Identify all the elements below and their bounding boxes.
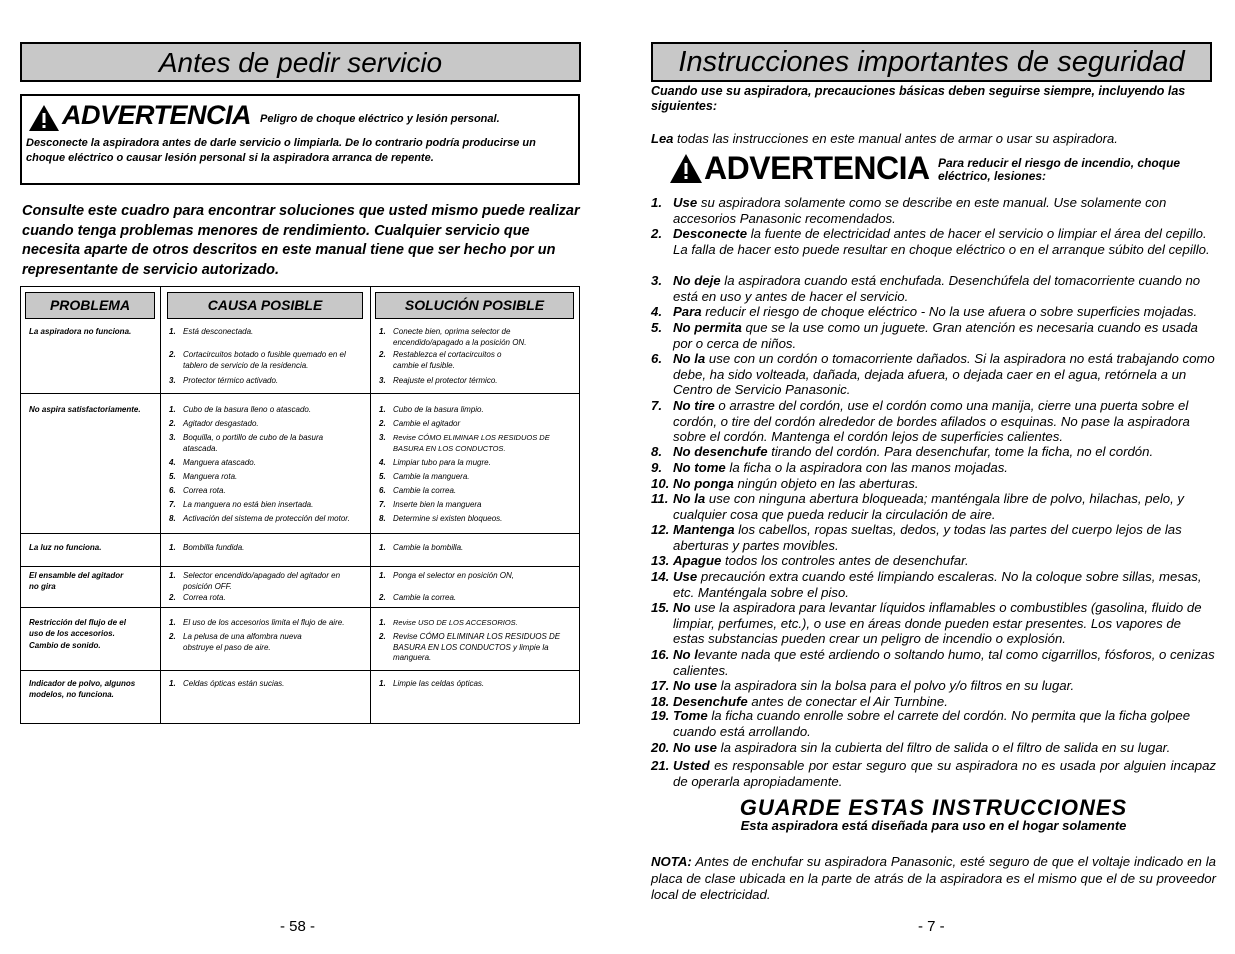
header-causa: CAUSA POSIBLE xyxy=(167,292,363,319)
header-solucion: SOLUCIÓN POSIBLE xyxy=(375,292,574,319)
table-row-problem: Indicador de polvo, algunos modelos, no funciona. xyxy=(29,679,136,699)
left-page-title: Antes de pedir servicio xyxy=(158,47,443,78)
warning-word: ADVERTENCIA xyxy=(704,150,930,186)
right-page-title-bar xyxy=(651,42,1212,82)
warning-box xyxy=(20,94,580,185)
warning-body: Desconecte la aspiradora antes de darle servicio o limpiarla. De lo contrario podría producirse un choque eléctrico o causar lesión personal si la aspiradora arranca de repente. xyxy=(26,137,536,164)
warning-note: Para reducir el riesgo de incendio, choque eléctrico, lesiones: xyxy=(938,156,1181,183)
save-instructions-heading: GUARDE ESTAS INSTRUCCIONES xyxy=(739,795,1128,820)
table-row-problem: Restricción del flujo de el uso de los accesorios. xyxy=(29,618,126,638)
table-row-problem: La luz no funciona. xyxy=(29,543,102,552)
troubleshooting-table: PROBLEMA CAUSA POSIBLE SOLUCIÓN POSIBLE La aspiradora no funciona. 1. Está desconectada. 2. Cortacircuitos botado o fusible quemado en el tablero de servicio de la residencia. 3. Protector térmico activado. 1. Conecte bien, oprima selector de encendido/apagado a la posición ON. 2. Restablezca el cortacircuitos o cambie el fusible. 3. Reajuste el protector térmico. No aspira satisfactoriamente. 1. Cubo de la basura lleno o atascado. 2. Agitador desgastado. 3. Boquilla, o portillo de cubo de la basura atascada. 4. Manguera atascado. 5. Manguera rota. 6. Correa rota. 7. La manguera no está bien insertada. 8. Activación del sistema de protección del motor. 1. Cubo de la basura limpio. 2. Cambie el agitador 3. Revise CÓMO ELIMINAR LOS RESIDUOS DE BASURA EN LOS CONDUCTOS. 4. Limpiar tubo para la mugre. 5. Cambie la manguera. 6. Cambie la correa. 7. Inserte bien la manguera 8. Determine si existen bloqueos. La luz no funciona. 1. Bombilla fundida. 1. Cambie la bombilla. El ensamble del agitador no gira 1. Selector encendido/apagado del agitador en posición OFF. 2. Correa rota. 1. Ponga el selector en posición ON, 2. Cambie la correa. Restricción del flujo de el uso de los accesorios. Cambio de sonido. 1. El uso de los accesorios limita el flujo de aire. 2. La pelusa de una alfombra nueva obstruye el paso de aire. 1. Revise USO DE LOS ACCESORIOS. 2. Revise CÓMO ELIMINAR LOS RESIDUOS DE BASURA EN LOS CONDUCTOS y limpie la manguera. Indicador de polvo, algunos modelos, no funciona. 1. Celdas ópticas están sucias. 1. Limpie las celdas ópticas. xyxy=(20,286,580,724)
right-page-number: - 7 - xyxy=(918,918,945,935)
read-instructions-line: Lea todas las instrucciones en este manual antes de armar o usar su aspiradora. xyxy=(651,131,1118,146)
left-page-number: - 58 - xyxy=(280,918,316,935)
table-row-problem: No aspira satisfactoriamente. xyxy=(29,405,141,414)
table-row-problem-secondary: Cambio de sonido. xyxy=(29,641,101,650)
right-page-title: Instrucciones importantes de seguridad xyxy=(678,46,1185,78)
warning-triangle-icon xyxy=(669,153,703,184)
column-divider xyxy=(160,287,161,723)
column-divider xyxy=(370,287,371,723)
household-use-note: Esta aspiradora está diseñada para uso en el hogar solamente xyxy=(740,818,1127,833)
warning-word: ADVERTENCIA xyxy=(62,100,252,130)
intro-paragraph: Consulte este cuadro para encontrar soluciones que usted mismo puede realizar cuando tenga problemas menores de rendimiento. Cualquier servicio que necesita aparte de otros descritos en este manual tiene que ser hecho por un representante de servicio autorizado. xyxy=(22,203,580,278)
voltage-note: NOTA: Antes de enchufar su aspiradora Panasonic, esté seguro de que el voltaje indicado en la placa de clase ubicada en la parte de atrás de la aspiradora es el mismo que el de su proveedor local de electricidad. xyxy=(651,854,1216,902)
left-page-title-bar xyxy=(20,42,581,82)
right-page-subtitle: Cuando use su aspiradora, precauciones básicas deben seguirse siempre, incluyendo las siguientes: xyxy=(651,84,1186,113)
table-row-problem: La aspiradora no funciona. xyxy=(29,327,132,336)
header-problema: PROBLEMA xyxy=(25,292,155,319)
table-row-problem: El ensamble del agitador no gira xyxy=(29,571,124,591)
warning-triangle-icon xyxy=(28,104,60,132)
warning-headline: Peligro de choque eléctrico y lesión personal. xyxy=(260,113,500,125)
